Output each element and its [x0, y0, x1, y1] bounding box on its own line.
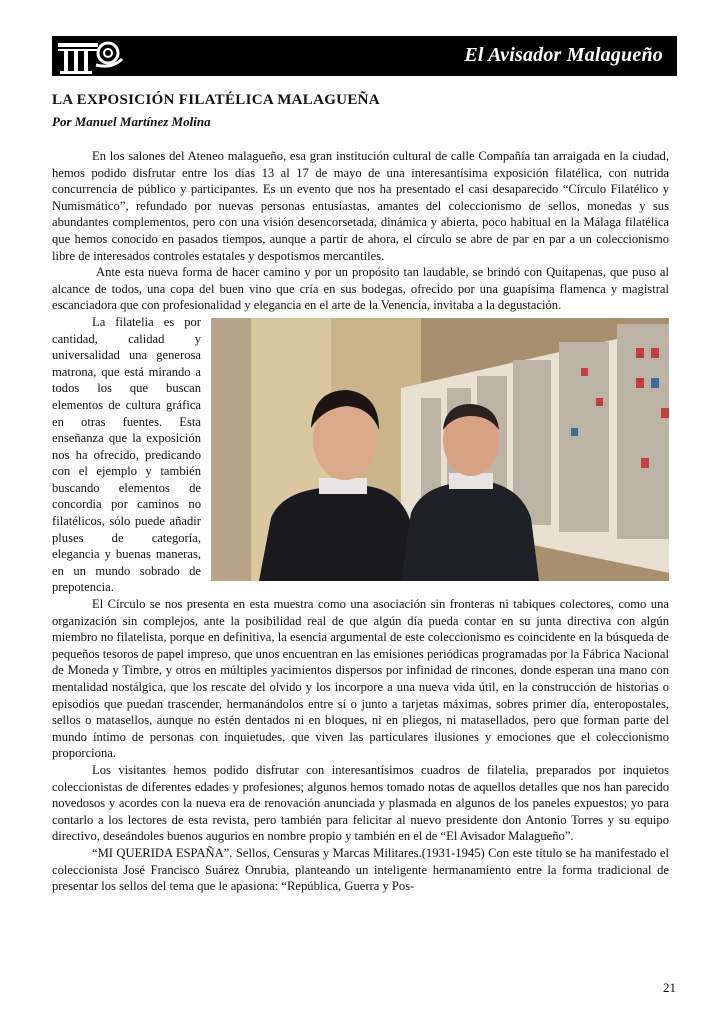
- magazine-title: El Avisador Malagueño: [464, 44, 663, 66]
- article-paragraph: [52, 314, 669, 596]
- article-paragraph-text: La filatelia es por cantidad, calidad y universalidad una generosa matrona, que está mirando a todos los que buscan elementos de cultura gráfica en otras fuentes. Esta enseñanza que la exposición nos ha ofrecido, predicando con el ejemplo y también buscando elementos de concordia por caminos no filatélicos, sólo puede añadir pluses de categoría, elegancia y buenas maneras, en un mundo sobrado de prepotencia.: [52, 314, 201, 595]
- article-byline: Por Manuel Martínez Molina: [52, 114, 211, 129]
- ateneo-logo-icon: [56, 39, 126, 75]
- article-paragraph: Los visitantes hemos podido disfrutar con interesantísimos cuadros de filatelia, preparados por inquietos coleccionistas de diferentes edades y profesiones; algunos hemos tomado notas de aquellos detalles que nos han parecido novedosos y acordes con la nueva era de renovación anunciada y plasmada en algunos de los paneles expuestos; yo para contarlo a los lectores de esta revista, pero también para felicitar al nuevo presidente don Antonio Torres y su equipo directivo, deseándoles buenos augurios en nombre propio y también en el de “El Avisador Malagueño”.: [52, 762, 669, 844]
- article-title: LA EXPOSICIÓN FILATÉLICA MALAGUEÑA: [52, 92, 380, 108]
- article-paragraph: El Círculo se nos presenta en esta muestra como una asociación sin fronteras ni tabiques colectores, como una organización sin complejos, ante la posibilidad real de que algún día pueda contar en su junta directiva con algún miembro no filatelista, porque en definitiva, la esencia argumental de este coleccionismo es coincidente en la búsqueda de pequeños tesoros de papel impreso, que unos encuentran en las emisiones periódicas programadas por la Fábrica Nacional de Moneda y Timbre, y otros en múltiples yacimientos dispersos por infinidad de rincones, donde esperan una mano con mentalidad nostálgica, que los rescate del olvido y los incorpore a una nueva vida útil, en la construcción de historias o episodios que puedan trascender, hermanándolos entre sí o junto a tarjetas máximas, sobres primer día, enteropostales, sellos o matasellos, aunque no estén dentados ni en bloques, ni en pliegos, ni matasellados, pero que forman parte del mundo íntimo de personas con inquietudes, que viven las particulares ilusiones y emociones que el coleccionismo proporciona.: [52, 597, 669, 761]
- article-body: [52, 148, 669, 895]
- page-number: 21: [663, 980, 676, 995]
- article-paragraph: “MI QUERIDA ESPAÑA”. Sellos, Censuras y Marcas Militares.(1931-1945) Con este título se ha manifestado el coleccionista José Francisco Suárez Onrubia, planteando un inteligente hermanamiento entre la forma tradicional de presentar los sellos del tema que le apasiona: “República, Guerra y Pos-: [52, 845, 669, 894]
- exhibition-photo: [211, 318, 669, 581]
- article-paragraph: Ante esta nueva forma de hacer camino y por un propósito tan laudable, se brindó con Quitapenas, que puso al alcance de todos, una copa del buen vino que cría en sus bodegas, ofrecido por una guapísima flamenca y magistral escanciadora que con profesionalidad y elegancia en el arte de la Venencia, invitaba a la degustación.: [52, 265, 669, 313]
- exhibition-photo-image: [251, 318, 669, 581]
- article-paragraph: En los salones del Ateneo malagueño, esa gran institución cultural de calle Compañía tan arraigada en la ciudad, hemos podido disfrutar entre los días 13 al 17 de mayo de una interesantísima exposición filatélica, con nutrida concurrencia de público y participantes. Es un evento que nos ha presentado el casi desaparecido “Círculo Filatélico y Numismático”, refundado por nuevas personas entusiastas, amantes del coleccionismo de sellos, monedas y sus abundantes complementos, pero con una visión desencorsetada, dinámica y abierta, poco habitual en la Málaga filatélica que hemos conocido en pasados tiempos, aunque a partir de ahora, el círculo se abre de par en par a un coleccionismo libre de interesados controles estatales y despotismos mercantiles.: [52, 149, 669, 263]
- page-header: [52, 36, 677, 76]
